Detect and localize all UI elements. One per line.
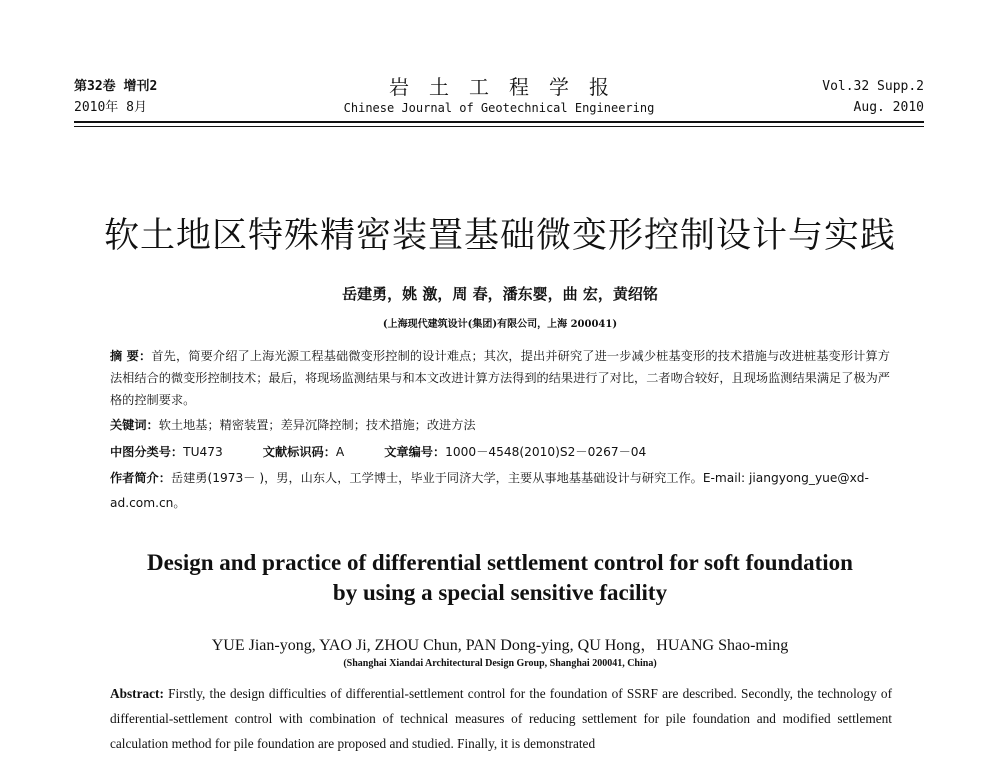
journal-name-en: Chinese Journal of Geotechnical Engineering — [343, 101, 655, 115]
keywords-cn — [110, 414, 890, 436]
clc-label: 中图分类号： — [110, 445, 184, 459]
doccode-label: 文献标识码： — [262, 445, 336, 459]
paper-title-en-line1: Design and practice of differential settlement control for soft foundation — [147, 550, 853, 575]
header-issue-en — [822, 76, 924, 118]
abstract-cn-text: 首先，简要介绍了上海光源工程基础微变形控制的设计难点；其次，提出并研究了进一步减少桩基变形的技术措施与改进桩基变形计算方法相结合的微变形控制技术；最后，将现场监测结果与和本文改进计算方法得到的结果进行了对比，二者吻合较好，且现场监测结果满足了极为严格的控制要求。 — [110, 349, 890, 407]
classification-line — [110, 441, 890, 463]
paper-title-en-line2: by using a special sensitive facility — [332, 580, 668, 605]
affiliation-en: (Shanghai Xiandai Architectural Design Group, Shanghai 200041, China) — [343, 658, 657, 669]
keywords-cn-text: 软土地基；精密装置；差异沉降控制；技术措施；改进方法 — [158, 418, 476, 432]
abstract-cn-label: 摘 要： — [110, 349, 152, 363]
abstract-en — [110, 681, 892, 756]
header-journal-name — [74, 76, 924, 118]
affiliation-cn: (上海现代建筑设计(集团)有限公司，上海 200041) — [382, 319, 618, 330]
author-bio-text: 岳建勇(1973－ )，男，山东人，工学博士，毕业于同济大学，主要从事地基基础设计与研究工作。E-mail: jiangyong_yue@xd-ad.com.cn。 — [110, 471, 869, 510]
header-rule-thin — [74, 126, 924, 127]
date-en: Aug. 2010 — [853, 100, 924, 115]
authors-en: YUE Jian-yong, YAO Ji, ZHOU Chun, PAN Dong-ying, QU Hong，HUANG Shao-ming — [211, 637, 789, 654]
volume-cn: 第32卷 增刊2 — [74, 79, 158, 94]
doccode-value: A — [335, 445, 345, 459]
journal-header — [74, 76, 924, 120]
article-number-label: 文章编号： — [384, 445, 446, 459]
keywords-cn-label: 关键词： — [110, 418, 159, 432]
abstract-en-text: Firstly, the design difficulties of differential-settlement control for the foundation of SSRF are described. Secondly, the technology of differential-settlement control with combination of technical measures of reducing settlement for pile foundation and modified settlement calculation method for pile foundation are proposed and studied. Finally, it is demonstrated — [110, 686, 892, 751]
authors-cn: 岳建勇，姚 激，周 春，潘东婴，曲 宏，黄绍铭 — [342, 285, 658, 303]
author-bio-label: 作者简介： — [110, 471, 171, 485]
abstract-cn — [110, 345, 890, 411]
abstract-en-label: Abstract: — [110, 686, 164, 701]
article-number-value: 1000－4548(2010)S2－0267－04 — [445, 445, 647, 459]
paper-title-en — [0, 548, 1000, 608]
volume-en: Vol.32 Supp.2 — [822, 79, 924, 94]
date-cn: 2010年 8月 — [74, 100, 147, 115]
header-rule-thick — [74, 121, 924, 123]
clc-value: TU473 — [183, 445, 223, 459]
author-bio-cn — [110, 466, 890, 516]
paper-title-cn: 软土地区特殊精密装置基础微变形控制设计与实践 — [103, 216, 896, 256]
journal-name-cn: 岩土工程学报 — [389, 75, 629, 99]
